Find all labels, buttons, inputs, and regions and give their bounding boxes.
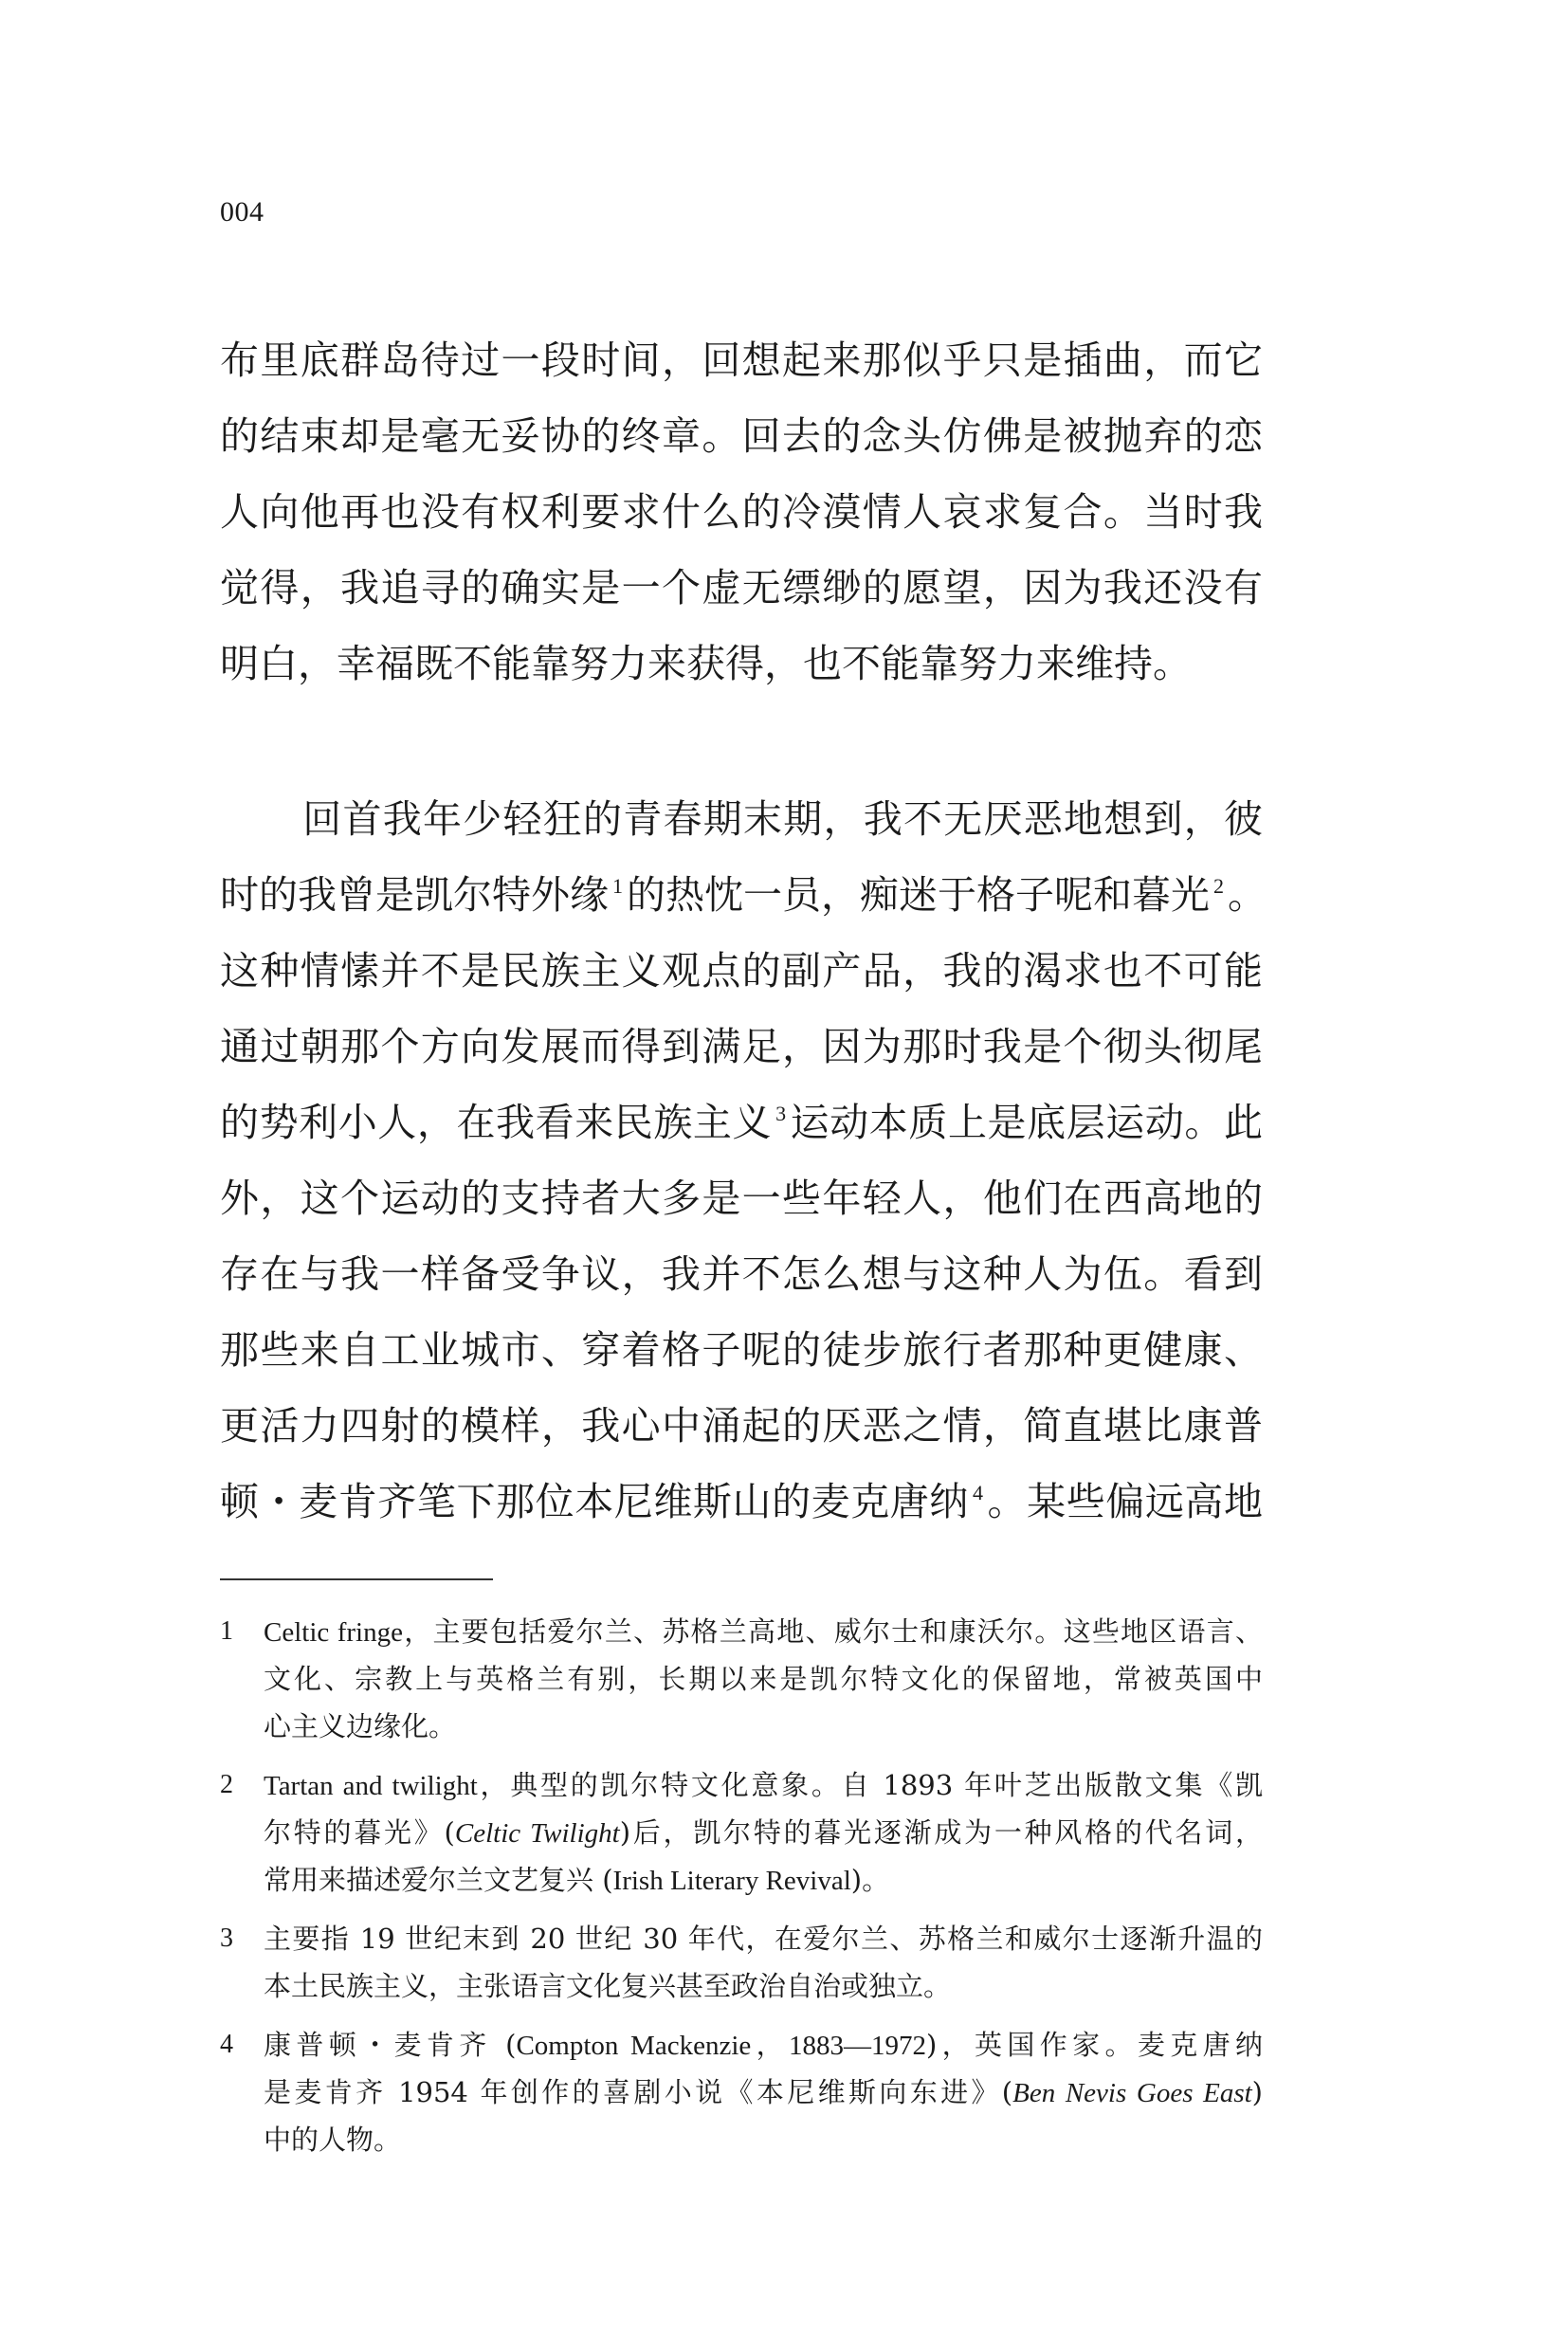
footnote-number: 1	[220, 1616, 233, 1646]
text-line: 外，这个运动的支持者大多是一些年轻人，他们在西高地的	[220, 1176, 1263, 1221]
body-paragraph-1	[220, 322, 1263, 702]
footnote-latin-term: Irish Literary Revival	[612, 1866, 851, 1896]
footnote-latin-term: Tartan and twilight	[264, 1771, 478, 1801]
footnote-text: )，英国作家。麦克唐纳	[925, 2029, 1263, 2061]
footnote-line: 主要指 19 世纪末到 20 世纪 30 年代，在爱尔兰、苏格兰和威尔士逐渐升温的	[264, 1923, 1263, 1955]
text-line: 明白，幸福既不能靠努力来获得，也不能靠努力来维持。	[220, 641, 1192, 686]
footnote-line: 中的人物。	[264, 2124, 402, 2156]
line-text: 时的我曾是凯尔特外缘	[220, 872, 609, 918]
footnote-text: 常用来描述爱尔兰文艺复兴 (	[264, 1864, 613, 1896]
footnote-line	[264, 2069, 1263, 2116]
footnote-line: 心主义边缘化。	[264, 1710, 457, 1742]
text-line	[220, 781, 1263, 857]
footnote-3	[220, 1915, 1263, 2010]
footnote-line	[264, 1856, 1263, 1904]
line-text: 。某些偏远高地	[986, 1479, 1264, 1524]
footnote-text: )	[1251, 2076, 1263, 2108]
footnote-line	[264, 1809, 1263, 1856]
line-text: 的势利小人，在我看来民族主义	[220, 1100, 773, 1145]
footnote-line	[264, 1761, 1263, 1809]
footnote-text: 是麦肯齐 1954 年创作的喜剧小说《本尼维斯向东进》(	[264, 2076, 1013, 2108]
footnote-ref-1[interactable]: 1	[612, 874, 623, 898]
line-text: 运动本质上是底层运动。此	[790, 1100, 1263, 1145]
text-line: 布里底群岛待过一段时间，回想起来那似乎只是插曲，而它	[220, 337, 1263, 383]
footnote-2	[220, 1761, 1263, 1904]
footnote-line	[264, 1608, 1263, 1655]
footnote-text: ，主要包括爱尔兰、苏格兰高地、威尔士和康沃尔。这些地区语言、	[402, 1615, 1263, 1648]
footnote-divider	[220, 1578, 493, 1580]
text-line: 更活力四射的模样，我心中涌起的厌恶之情，简直堪比康普	[220, 1403, 1263, 1449]
footnote-latin-term: Compton Mackenzie，1883—1972	[516, 2031, 926, 2061]
line-text: 。	[1228, 872, 1267, 918]
footnote-text: 尔特的暮光》(	[264, 1816, 455, 1849]
footnote-line: 本土民族主义，主张语言文化复兴甚至政治自治或独立。	[264, 1970, 952, 2002]
text-line: 那些来自工业城市、穿着格子呢的徒步旅行者那种更健康、	[220, 1327, 1263, 1373]
text-line: 通过朝那个方向发展而得到满足，因为那时我是个彻头彻尾	[220, 1024, 1263, 1069]
footnote-ref-2[interactable]: 2	[1213, 874, 1224, 898]
footnote-ref-3[interactable]: 3	[775, 1102, 787, 1125]
footnote-latin-term: Celtic fringe	[264, 1617, 403, 1648]
footnote-text: )。	[850, 1864, 890, 1896]
text-line: 觉得，我追寻的确实是一个虚无缥缈的愿望，因为我还没有	[220, 565, 1263, 611]
line-text: 顿・麦肯齐笔下那位本尼维斯山的麦克唐纳	[220, 1479, 969, 1524]
footnote-line	[264, 2021, 1263, 2069]
line-text: 的热忱一员，痴迷于格子呢和暮光	[627, 872, 1210, 918]
footnote-text: 康普顿・麦肯齐 (	[264, 2029, 517, 2061]
text-line: 这种情愫并不是民族主义观点的副产品，我的渴求也不可能	[220, 948, 1263, 994]
footnote-number: 2	[220, 1770, 233, 1799]
footnote-line: 文化、宗教上与英格兰有别，长期以来是凯尔特文化的保留地，常被英国中	[264, 1663, 1263, 1695]
text-line: 的结束却是毫无妥协的终章。回去的念头仿佛是被抛弃的恋	[220, 413, 1263, 459]
footnotes	[220, 1608, 1263, 2175]
text-line	[220, 1464, 1263, 1540]
footnote-ref-4[interactable]: 4	[972, 1481, 983, 1504]
line-text: 回首我年少轻狂的青春期末期，我不无厌恶地想到，彼	[301, 796, 1263, 842]
footnote-italic-title: Celtic Twilight	[454, 1818, 620, 1849]
text-line: 存在与我一样备受争议，我并不怎么想与这种人为伍。看到	[220, 1251, 1263, 1297]
body-paragraph-2	[220, 781, 1267, 1540]
text-line	[220, 1085, 1263, 1160]
footnote-text: ，典型的凯尔特文化意象。自 1893 年叶芝出版散文集《凯	[477, 1769, 1263, 1801]
footnote-1	[220, 1608, 1263, 1750]
text-line: 人向他再也没有权利要求什么的冷漠情人哀求复合。当时我	[220, 489, 1263, 535]
footnote-text: )后，凯尔特的暮光逐渐成为一种风格的代名词，	[619, 1816, 1263, 1849]
footnote-4	[220, 2021, 1263, 2163]
footnote-number: 3	[220, 1924, 233, 1953]
page-number: 004	[220, 196, 264, 228]
footnote-number: 4	[220, 2030, 233, 2059]
text-line	[220, 857, 1267, 933]
footnote-italic-title: Ben Nevis Goes East	[1012, 2078, 1252, 2108]
